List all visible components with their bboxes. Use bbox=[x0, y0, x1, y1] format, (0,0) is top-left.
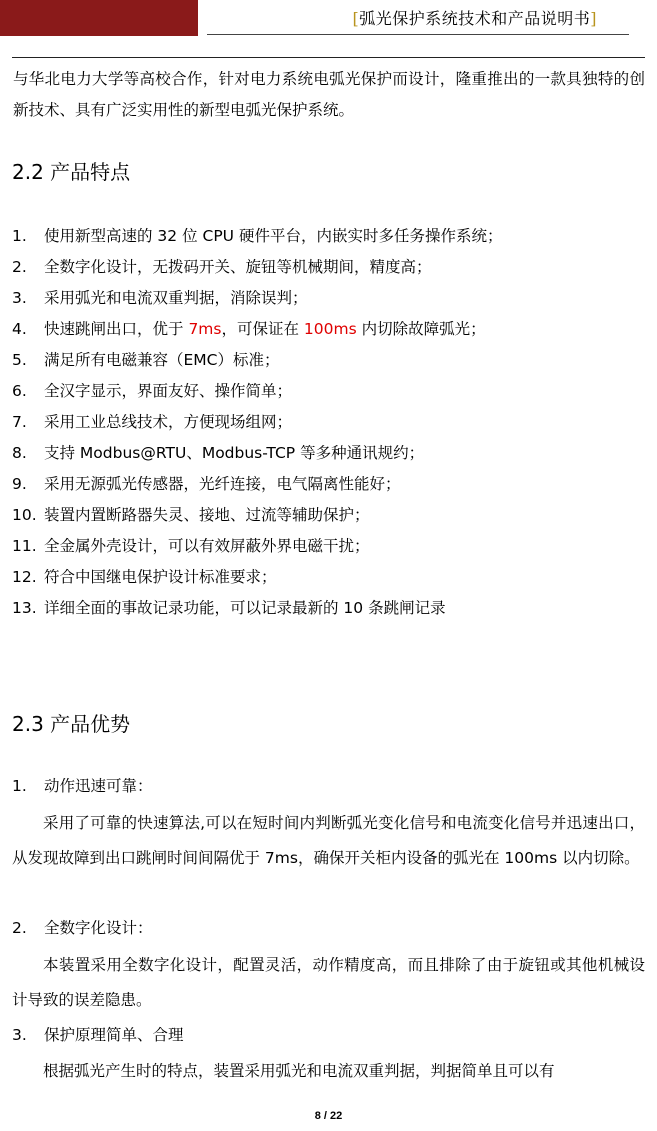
highlight-100ms: 100ms bbox=[303, 320, 357, 338]
list-item: 3. 采用弧光和电流双重判据，消除误判； bbox=[12, 289, 308, 307]
list-item: 9. 采用无源弧光传感器，光纤连接，电气隔离性能好； bbox=[12, 475, 401, 493]
list-item: 5. 满足所有电磁兼容（EMC）标准； bbox=[12, 351, 280, 369]
page-number: 8 / 22 bbox=[314, 1110, 343, 1122]
advantage-2-title: 2. 全数字化设计： bbox=[12, 919, 153, 937]
top-divider bbox=[12, 57, 645, 58]
list-item: 12. 符合中国继电保护设计标准要求； bbox=[12, 568, 277, 586]
advantage-1-title: 1. 动作迅速可靠： bbox=[12, 777, 153, 795]
features-list bbox=[12, 221, 502, 624]
advantage-3-body: 根据弧光产生时的特点，装置采用弧光和电流双重判据，判据简单且可以有 bbox=[43, 1062, 555, 1080]
list-item: 11. 全金属外壳设计，可以有效屏蔽外界电磁干扰； bbox=[12, 537, 370, 555]
intro-paragraph: 与华北电力大学等高校合作，针对电力系统电弧光保护而设计，隆重推出的一款具独特的创新技术、具有广泛实用性的新型电弧光保护系统。 bbox=[13, 70, 645, 119]
section-2-3-heading: 2.3 产品优势 bbox=[12, 712, 131, 736]
advantage-1-body: 采用了可靠的快速算法,可以在短时间内判断弧光变化信号和电流变化信号并迅速出口，从发现故障到出口跳闸时间间隔优于 7ms，确保开关柜内设备的弧光在 100ms 以内切除。 bbox=[12, 814, 645, 867]
list-item: 4. 快速跳闸出口，优于 7ms，可保证在 100ms 内切除故障弧光； bbox=[12, 320, 486, 338]
document-header-title: [弧光保护系统技术和产品说明书] bbox=[352, 9, 597, 28]
list-item: 1. 使用新型高速的 32 位 CPU 硬件平台，内嵌实时多任务操作系统； bbox=[12, 227, 503, 245]
list-item: 6. 全汉字显示，界面友好、操作简单； bbox=[12, 382, 293, 400]
highlight-7ms: 7ms bbox=[188, 320, 222, 338]
advantage-2-body: 本装置采用全数字化设计，配置灵活，动作精度高，而且排除了由于旋钮或其他机械设计导致的误差隐患。 bbox=[12, 956, 645, 1009]
list-item: 10. 装置内置断路器失灵、接地、过流等辅助保护； bbox=[12, 506, 370, 524]
list-item: 13. 详细全面的事故记录功能，可以记录最新的 10 条跳闸记录 bbox=[12, 599, 446, 617]
section-2-2-heading: 2.2 产品特点 bbox=[12, 160, 131, 184]
header-underline bbox=[207, 34, 629, 35]
list-item: 8. 支持 Modbus@RTU、Modbus-TCP 等多种通讯规约； bbox=[12, 444, 425, 462]
header-accent-bar bbox=[0, 0, 198, 36]
advantage-3-title: 3. 保护原理简单、合理 bbox=[12, 1026, 184, 1044]
list-item: 2. 全数字化设计，无拨码开关、旋钮等机械期间，精度高； bbox=[12, 258, 432, 276]
list-item: 7. 采用工业总线技术，方便现场组网； bbox=[12, 413, 293, 431]
